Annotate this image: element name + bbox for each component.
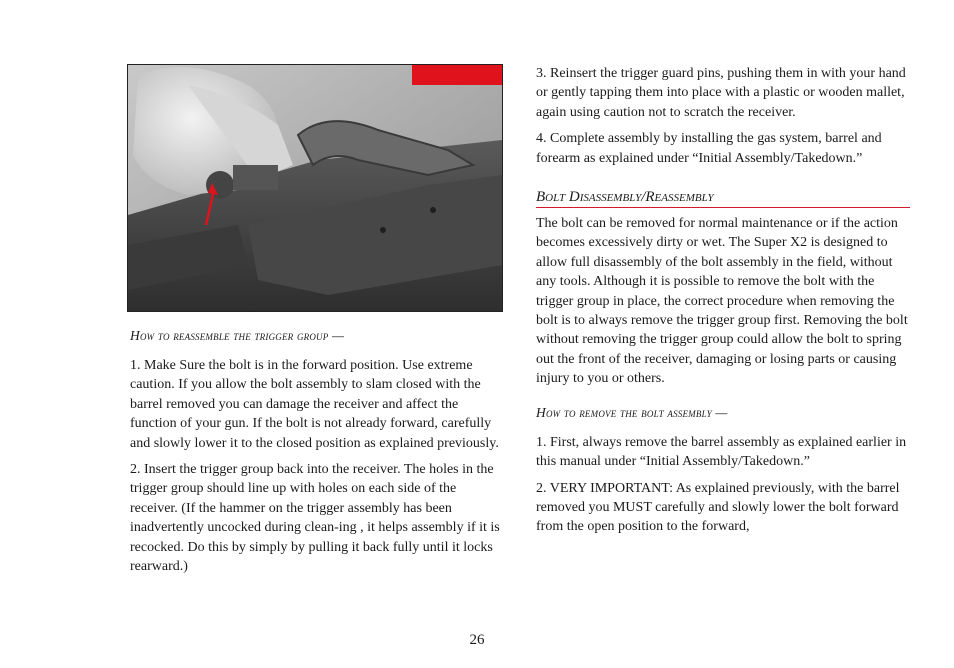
paragraph: 3. Reinsert the trigger guard pins, pushing them in with your hand or gently tapping them into place with a plastic or wooden mallet, again using caution not to scratch the receiver. xyxy=(536,66,906,120)
reassemble-trigger-subheading: How to reassemble the trigger group — xyxy=(130,328,345,343)
section-heading: Bolt Disassembly/Reassembly xyxy=(536,188,910,208)
paragraph: 2. Insert the trigger group back into the receiver. The holes in the trigger group should line up with holes on each side of the receiver. (If the hammer on the trigger assembly has been inadvertently uncocked during clean-ing , it helps assembly if it is recocked. Do this by simply by pulling it back fully until it locks rearward.) xyxy=(130,462,500,575)
remove-bolt-subheading: How to remove the bolt assembly — xyxy=(536,404,728,420)
paragraph: 2. VERY IMPORTANT: As explained previously, with the barrel removed you MUST carefully and slowly lower the bolt forward from the open position to the forward, xyxy=(536,480,900,535)
paragraph: 4. Complete assembly by installing the gas system, barrel and forearm as explained under “Initial Assembly/Takedown.” xyxy=(536,131,882,166)
photo-illustration xyxy=(128,65,502,311)
trigger-group-photo xyxy=(127,64,503,312)
paragraph: 1. First, always remove the barrel assembly as explained earlier in this manual under “Initial Assembly/Takedown.” xyxy=(536,434,907,470)
left-column xyxy=(130,328,500,583)
right-column xyxy=(536,64,910,544)
paragraph: 1. Make Sure the bolt is in the forward position. Use extreme caution. If you allow the bolt assembly to slam closed with the barrel removed you can damage the receiver and affect the function of your gun. If the bolt is not already forward, carefully and slowly lower it to the closed position as explained previously. xyxy=(130,358,499,451)
paragraph: The bolt can be removed for normal maintenance or if the action becomes excessively dirty or wet. The Super X2 is designed to allow full disassembly of the bolt assembly in the field, without any tools. Although it is possible to remove the bolt with the trigger group in place, the correct procedure when removing the bolt is to always remove the trigger group first. Removing the bolt without removing the trigger group could allow the bolt to spring out the front of the receiver, damaging or losing parts or causing injury to you or others. xyxy=(536,216,908,387)
page-number: 26 xyxy=(469,632,485,648)
red-corner-tab xyxy=(412,65,502,85)
